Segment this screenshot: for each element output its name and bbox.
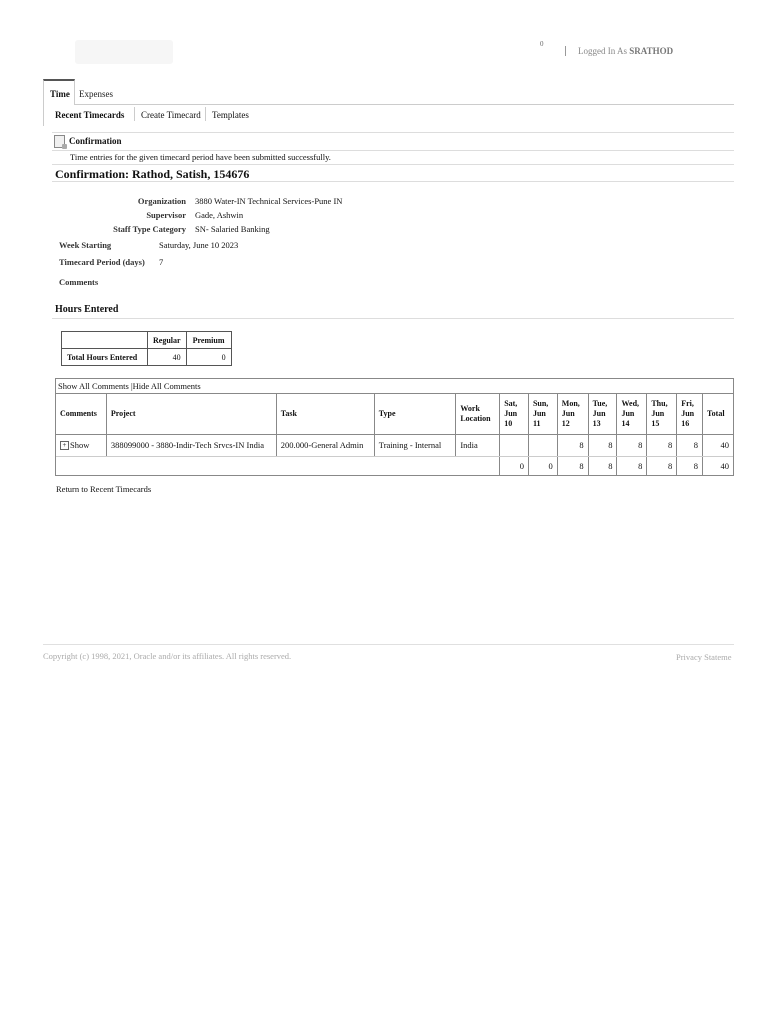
regular-hours-value: 40 — [148, 349, 187, 366]
table-row — [56, 434, 733, 456]
hours-cell — [500, 434, 529, 456]
subnav-recent-timecards[interactable]: Recent Timecards — [55, 110, 125, 120]
hours-cell: 8 — [677, 434, 703, 456]
organization-value: 3880 Water-IN Technical Services-Pune IN — [195, 196, 343, 206]
hours-cell: 8 — [557, 434, 588, 456]
date-label: 15 — [651, 418, 660, 428]
tab-expenses[interactable]: Expenses — [79, 89, 113, 99]
confirmation-message: Time entries for the given timecard period have been submitted successfully. — [70, 152, 331, 162]
show-all-comments-link[interactable]: Show All Comments — [58, 381, 129, 391]
subnav-divider — [134, 107, 135, 121]
day-label: Wed, — [621, 398, 640, 408]
premium-header: Premium — [186, 332, 231, 349]
type-header: Type — [374, 394, 456, 434]
month-label: Jun — [592, 408, 606, 418]
day-total-cell: 8 — [588, 456, 617, 475]
day-header-sat — [500, 394, 529, 434]
timecard-header-row — [56, 394, 733, 434]
toggle-separator: | — [130, 381, 133, 391]
supervisor-value: Gade, Ashwin — [195, 210, 244, 220]
day-header-tue — [588, 394, 617, 434]
hours-cell: 8 — [617, 434, 647, 456]
tab-bar — [43, 82, 734, 105]
logged-in-label: Logged In As — [578, 46, 627, 56]
show-comment-link[interactable]: Show — [70, 439, 90, 450]
day-label: Sat, — [504, 398, 518, 408]
timecard-period-value: 7 — [159, 257, 164, 267]
project-cell: 388099000 - 3880-Indir-Tech Srvcs-IN India — [106, 434, 276, 456]
confirmation-divider — [52, 150, 734, 151]
tab-time[interactable] — [43, 79, 75, 105]
week-starting-label: Week Starting — [59, 240, 112, 250]
day-label: Sun, — [532, 398, 549, 408]
day-total-cell: 0 — [500, 456, 529, 475]
username: SRATHOD — [629, 46, 674, 56]
month-label: Jun — [651, 408, 665, 418]
subnav-create-timecard[interactable]: Create Timecard — [141, 110, 201, 120]
return-to-recent-timecards-link[interactable]: Return to Recent Timecards — [56, 484, 152, 494]
hours-cell — [528, 434, 557, 456]
week-starting-value: Saturday, June 10 2023 — [159, 240, 239, 250]
confirmation-title: Confirmation — [69, 136, 122, 146]
day-total-cell: 0 — [528, 456, 557, 475]
work-location-header-line2: Location — [460, 413, 491, 423]
hide-all-comments-link[interactable]: Hide All Comments — [132, 381, 201, 391]
row-total-cell: 40 — [703, 434, 733, 456]
totals-empty-cell — [56, 456, 500, 475]
day-header-wed — [617, 394, 647, 434]
date-label: 11 — [532, 418, 541, 428]
day-label: Tue, — [592, 398, 608, 408]
hours-summary-table — [61, 331, 232, 366]
day-label: Mon, — [561, 398, 580, 408]
hours-summary-row — [62, 349, 232, 366]
grand-total-cell: 40 — [703, 456, 733, 475]
staff-type-value: SN- Salaried Banking — [195, 224, 270, 234]
section-divider — [52, 318, 734, 319]
empty-header-cell — [62, 332, 148, 349]
hours-cell: 8 — [647, 434, 677, 456]
task-cell: 200.000-General Admin — [276, 434, 374, 456]
comments-label: Comments — [59, 277, 99, 287]
work-location-header-line1: Work — [460, 403, 480, 413]
date-label: 12 — [561, 418, 570, 428]
hours-summary-header — [62, 332, 232, 349]
date-label: 14 — [621, 418, 630, 428]
day-label: Fri, — [681, 398, 694, 408]
day-total-cell: 8 — [557, 456, 588, 475]
supervisor-label: Supervisor — [146, 210, 186, 220]
header-divider — [565, 46, 566, 56]
task-header: Task — [276, 394, 374, 434]
expand-plus-icon[interactable]: + — [60, 441, 69, 450]
comments-cell[interactable] — [56, 434, 106, 456]
hours-cell: 8 — [588, 434, 617, 456]
month-label: Jun — [561, 408, 575, 418]
comments-header: Comments — [56, 394, 106, 434]
comments-toggle-bar — [56, 379, 733, 394]
date-label: 10 — [504, 418, 513, 428]
premium-hours-value: 0 — [186, 349, 231, 366]
company-logo — [75, 40, 173, 64]
copyright-text: Copyright (c) 1998, 2021, Oracle and/or its affiliates. All rights reserved. — [43, 651, 292, 661]
tab-time-label: Time — [50, 89, 70, 99]
project-header: Project — [106, 394, 276, 434]
timecard-table-container — [55, 378, 734, 476]
timecard-table — [56, 394, 733, 475]
subnav-divider — [205, 107, 206, 121]
day-total-cell: 8 — [647, 456, 677, 475]
work-location-cell: India — [456, 434, 500, 456]
staff-type-label: Staff Type Category — [113, 224, 186, 234]
timecard-period-label: Timecard Period (days) — [59, 257, 145, 267]
day-header-mon — [557, 394, 588, 434]
total-hours-label: Total Hours Entered — [62, 349, 148, 366]
month-label: Jun — [681, 408, 695, 418]
day-header-sun — [528, 394, 557, 434]
page-title: Confirmation: Rathod, Satish, 154676 — [55, 167, 250, 181]
document-icon — [54, 135, 65, 148]
logged-in-status — [578, 46, 673, 56]
month-label: Jun — [532, 408, 546, 418]
type-cell: Training - Internal — [374, 434, 456, 456]
notification-count[interactable]: 0 — [540, 40, 544, 48]
footer-divider — [43, 644, 734, 645]
privacy-statement-link[interactable]: Privacy Stateme — [676, 652, 732, 662]
work-location-header — [456, 394, 500, 434]
title-divider — [52, 181, 734, 182]
totals-row — [56, 456, 733, 475]
subnav-left-border — [43, 104, 44, 126]
day-total-cell: 8 — [617, 456, 647, 475]
total-header: Total — [703, 394, 733, 434]
day-label: Thu, — [651, 398, 668, 408]
organization-label: Organization — [137, 196, 186, 206]
date-label: 13 — [592, 418, 601, 428]
hours-entered-title: Hours Entered — [55, 304, 119, 315]
day-total-cell: 8 — [677, 456, 703, 475]
month-label: Jun — [504, 408, 518, 418]
subnav-templates[interactable]: Templates — [212, 110, 249, 120]
day-header-fri — [677, 394, 703, 434]
month-label: Jun — [621, 408, 635, 418]
day-header-thu — [647, 394, 677, 434]
date-label: 16 — [681, 418, 690, 428]
regular-header: Regular — [148, 332, 187, 349]
